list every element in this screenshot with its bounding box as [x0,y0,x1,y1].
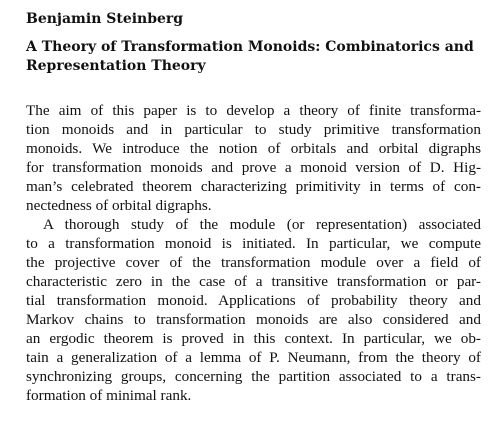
abstract-body [26,101,481,405]
text-line: synchronizing groups, concerning the partition associated to a trans- [26,368,481,385]
author-name: Benjamin Steinberg [26,11,184,27]
text-line: man’s celebrated theorem characterizing primitivity in terms of con- [26,178,481,195]
text-line: A thorough study of the module (or representation) associated [43,216,481,233]
text-line: Markov chains to transformation monoids are also considered and [26,311,481,328]
text-line: an ergodic theorem is proved in this context. In particular, we ob- [26,330,481,347]
title-line: Representation Theory [26,58,206,74]
text-line: tain a generalization of a lemma of P. Neumann, from the theory of [26,349,481,366]
paper-abstract-page [26,10,481,405]
text-line: formation of minimal rank. [26,387,192,404]
text-line: monoids. We introduce the notion of orbitals and orbital digraphs [26,140,481,157]
text-line: tion monoids and in particular to study primitive transformation [26,121,481,138]
text-line: nectedness of orbital digraphs. [26,197,212,214]
text-line: to a transformation monoid is initiated. In particular, we compute [26,235,481,252]
abstract-paragraph-1 [26,101,481,215]
text-line: tial transformation monoid. Applications of probability theory and [26,292,481,309]
abstract-paragraph-2 [26,215,481,405]
title-line: A Theory of Transformation Monoids: Combinatorics and [26,39,474,55]
paper-title [26,38,481,76]
text-line: The aim of this paper is to develop a theory of finite transforma- [26,102,481,119]
text-line: characteristic zero in the case of a transitive transformation or par- [26,273,481,290]
text-line: the projective cover of the transformation module over a field of [26,254,481,271]
text-line: for transformation monoids and prove a monoid version of D. Hig- [26,159,481,176]
